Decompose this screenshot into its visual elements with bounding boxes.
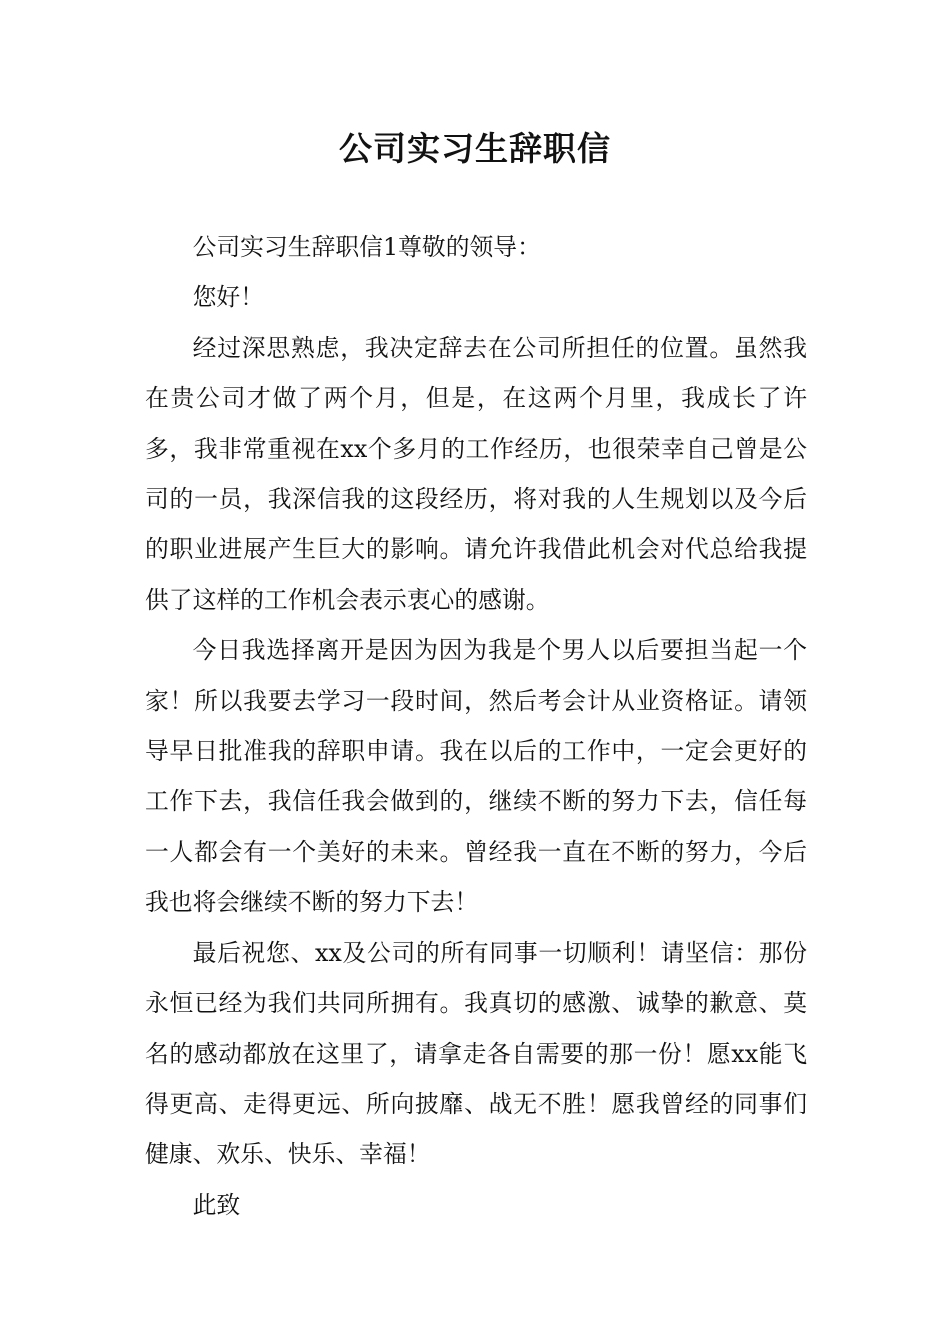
document-title: 公司实习生辞职信 (339, 129, 611, 168)
document-body (145, 222, 807, 1230)
body-paragraph: 今日我选择离开是因为因为我是个男人以后要担当起一个家！所以我要去学习一段时间，然后考会计从业资格证。请领导早日批准我的辞职申请。我在以后的工作中，一定会更好的工作下去，我信任我会做到的，继续不断的努力下去，信任每一人都会有一个美好的未来。曾经我一直在不断的努力，今后我也将会继续不断的努力下去！ (145, 636, 807, 917)
closing-paragraph: 此致 (192, 1190, 241, 1219)
body-paragraph: 最后祝您、xx及公司的所有同事一切顺利！请坚信：那份永恒已经为我们共同所拥有。我真切的感激、诚挚的歉意、莫名的感动都放在这里了，请拿走各自需要的那一份！愿xx能飞得更高、走得更远、所向披靡、战无不胜！愿我曾经的同事们健康、欢乐、快乐、幸福！ (145, 938, 807, 1169)
body-paragraph: 经过深思熟虑，我决定辞去在公司所担任的位置。虽然我在贵公司才做了两个月，但是，在这两个月里，我成长了许多，我非常重视在xx个多月的工作经历，也很荣幸自己曾是公司的一员，我深信我的这段经历，将对我的人生规划以及今后的职业进展产生巨大的影响。请允许我借此机会对代总给我提供了这样的工作机会表示衷心的感谢。 (145, 333, 807, 614)
salutation-paragraph: 公司实习生辞职信1尊敬的领导： (192, 233, 541, 261)
greeting-paragraph: 您好！ (192, 283, 264, 312)
